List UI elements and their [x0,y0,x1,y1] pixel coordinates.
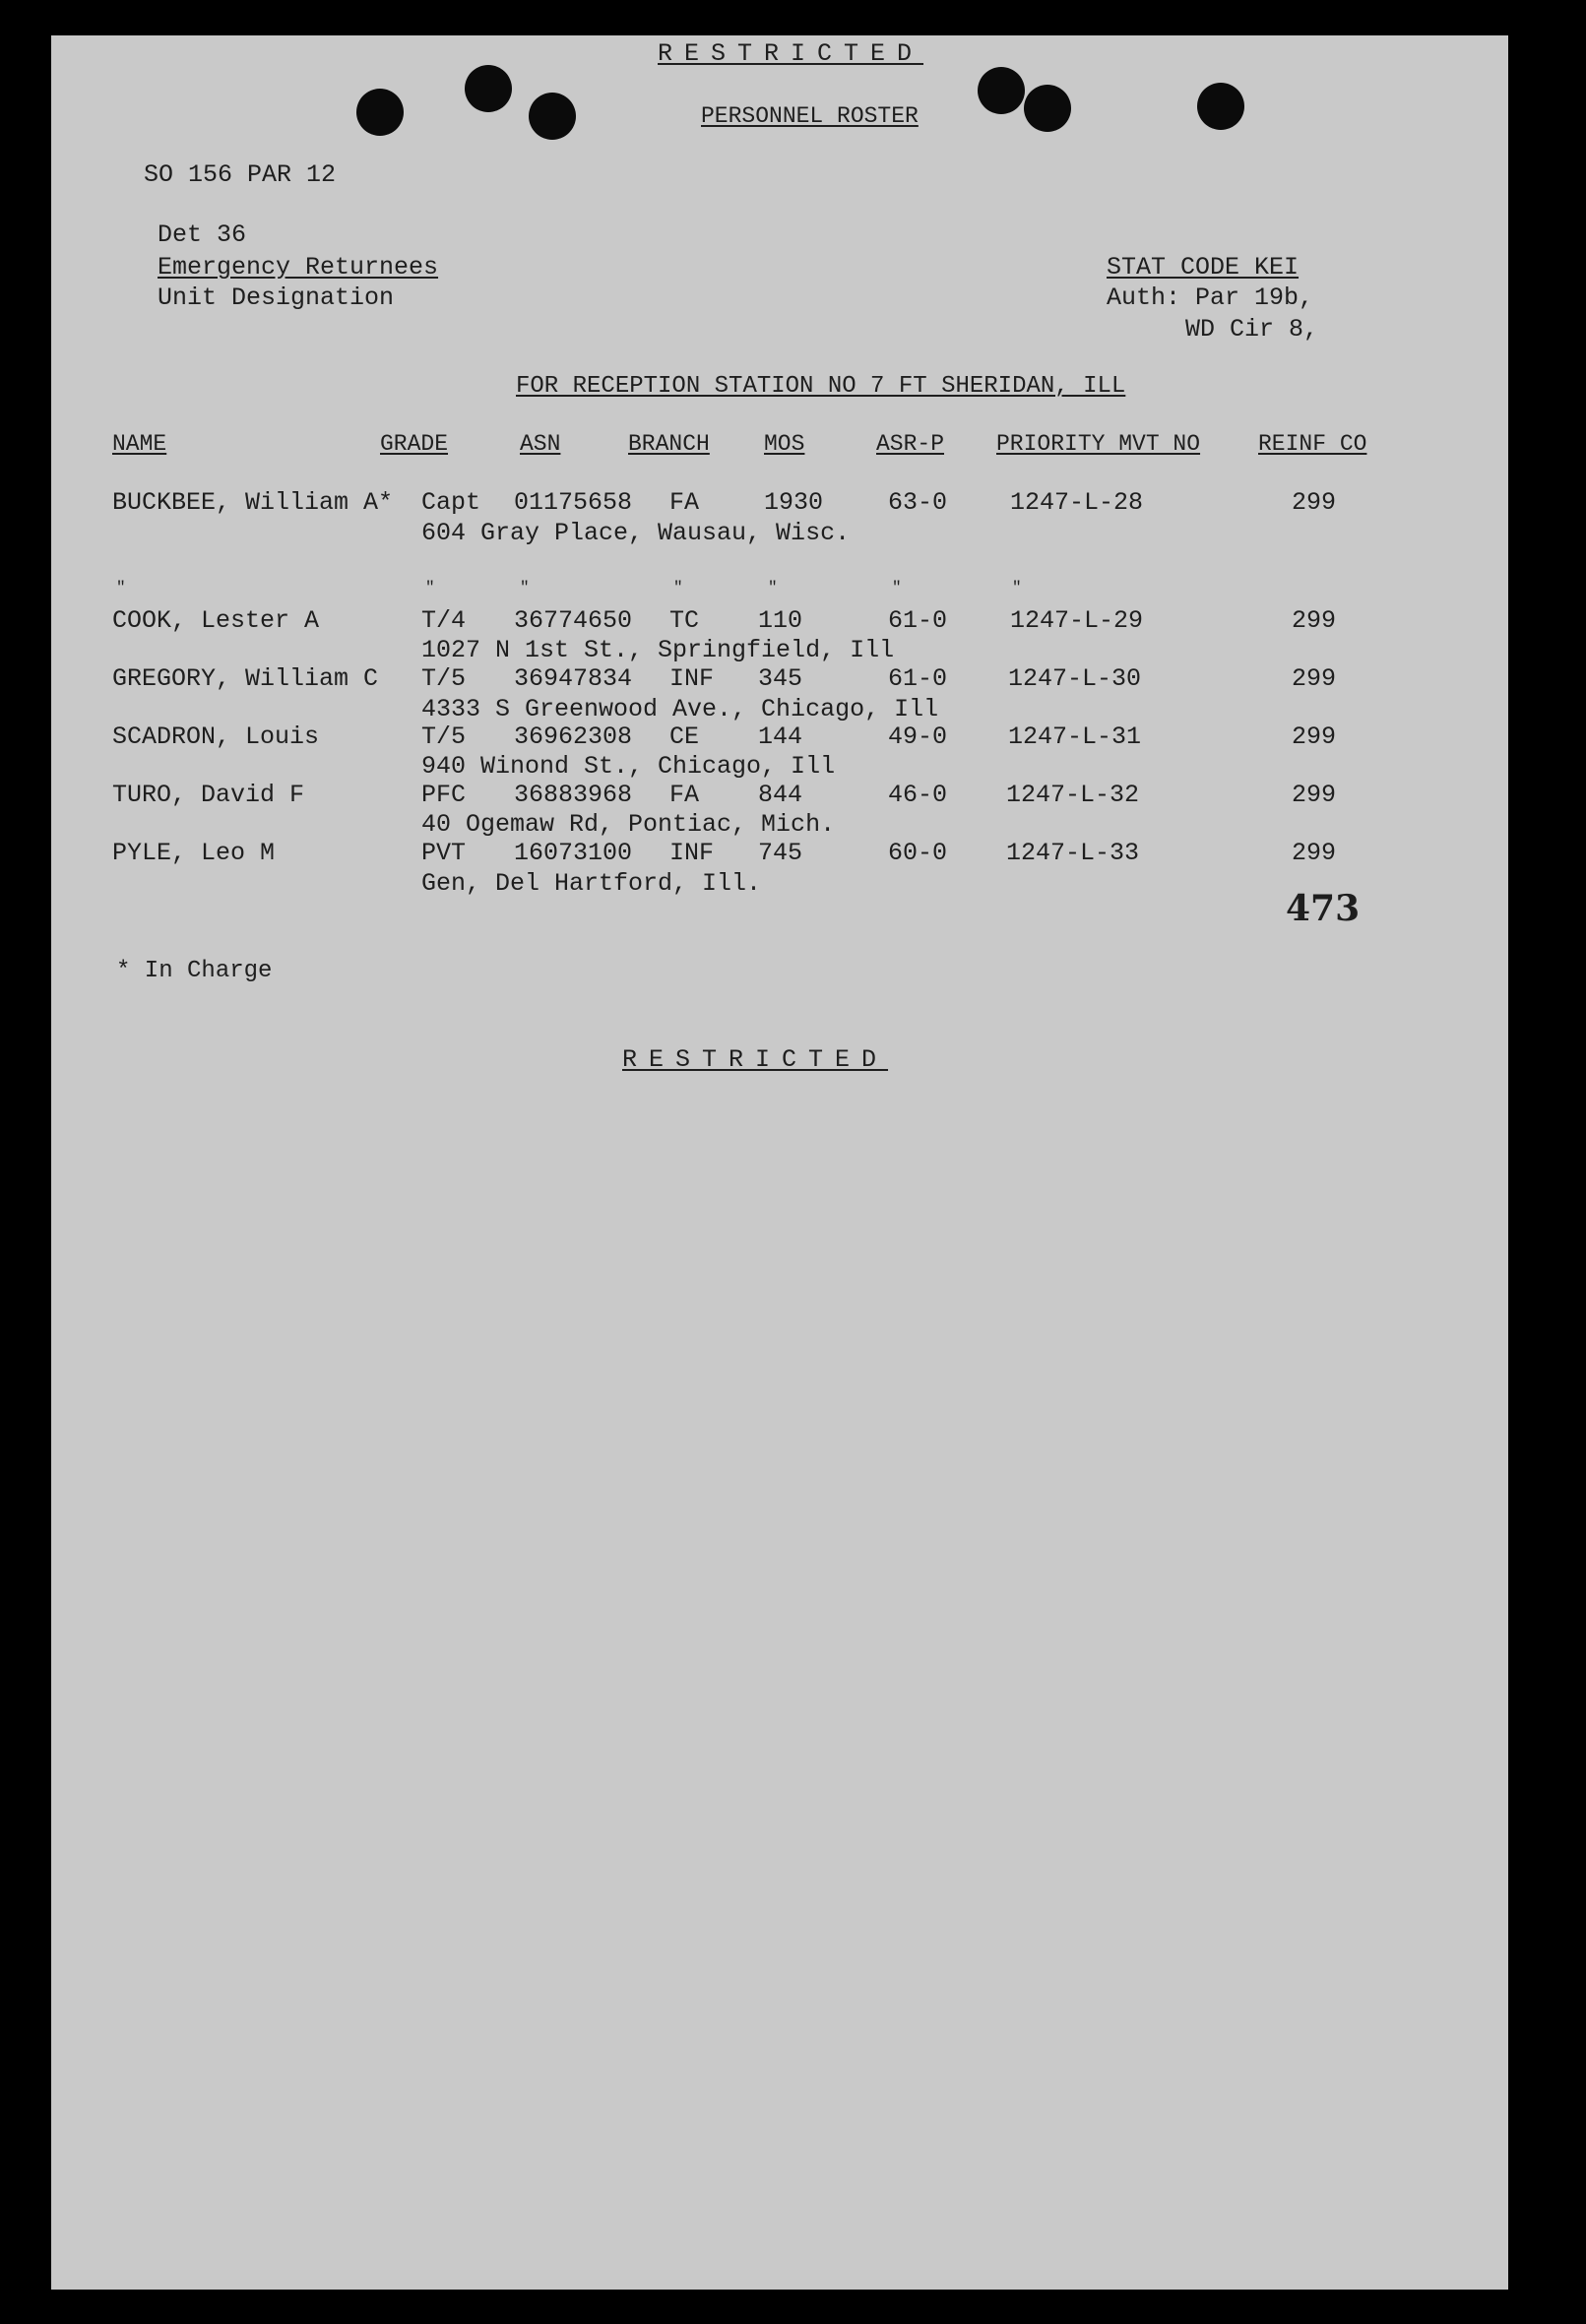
classification-footer: RESTRICTED [622,1045,889,1074]
cell-priority: 1247-L-28 [1010,488,1144,517]
column-header-priority: PRIORITY MVT NO [996,431,1201,457]
cell-priority: 1247-L-33 [1006,839,1140,867]
cell-grade: T/4 [421,606,467,635]
unit-line-2: Emergency Returnees [158,253,439,282]
cell-reinf: 299 [1292,664,1337,693]
cell-branch: TC [669,606,700,635]
cell-name: TURO, David F [112,781,305,809]
column-header-mos: MOS [764,431,805,457]
cell-address: 4333 S Greenwood Ave., Chicago, Ill [421,695,939,723]
page-number: 473 [1286,888,1361,929]
cell-reinf: 299 [1292,781,1337,809]
punch-hole [978,67,1025,114]
ditto-mark: " [425,579,435,597]
cell-name: GREGORY, William C [112,664,379,693]
cell-branch: INF [669,664,715,693]
cell-reinf: 299 [1292,839,1337,867]
cell-branch: FA [669,781,700,809]
column-header-asr: ASR-P [876,431,945,457]
column-header-name: NAME [112,431,167,457]
stat-auth: Auth: Par 19b, [1107,283,1314,312]
cell-branch: CE [669,722,700,751]
cell-asr: 61-0 [888,606,948,635]
cell-asn: 36947834 [514,664,633,693]
cell-reinf: 299 [1292,606,1337,635]
cell-grade: PVT [421,839,467,867]
cell-address: Gen, Del Hartford, Ill. [421,869,762,898]
cell-grade: Capt [421,488,481,517]
unit-line-3: Unit Designation [158,283,395,312]
ditto-mark: " [673,579,683,597]
cell-mos: 745 [758,839,803,867]
destination-heading: FOR RECEPTION STATION NO 7 FT SHERIDAN, ILL [516,373,1126,400]
classification-header: RESTRICTED [658,39,924,68]
cell-asr: 61-0 [888,664,948,693]
unit-line-1: Det 36 [158,220,247,249]
cell-address: 1027 N 1st St., Springfield, Ill [421,636,895,664]
cell-asn: 36883968 [514,781,633,809]
cell-priority: 1247-L-31 [1008,722,1142,751]
cell-address: 940 Winond St., Chicago, Ill [421,752,836,781]
cell-grade: PFC [421,781,467,809]
ditto-mark: " [1012,579,1022,597]
stat-code: STAT CODE KEI [1107,253,1300,282]
cell-mos: 110 [758,606,803,635]
punch-hole [1197,83,1244,130]
cell-mos: 345 [758,664,803,693]
cell-asr: 60-0 [888,839,948,867]
cell-name: COOK, Lester A [112,606,320,635]
cell-asr: 46-0 [888,781,948,809]
footnote: * In Charge [116,958,273,984]
cell-name: SCADRON, Louis [112,722,320,751]
cell-priority: 1247-L-30 [1008,664,1142,693]
punch-hole [356,89,404,136]
order-reference: SO 156 PAR 12 [144,160,337,189]
ditto-mark: " [520,579,530,597]
document-title: PERSONNEL ROSTER [701,103,919,129]
cell-asr: 63-0 [888,488,948,517]
cell-branch: FA [669,488,700,517]
cell-name: PYLE, Leo M [112,839,276,867]
cell-asn: 16073100 [514,839,633,867]
column-header-asn: ASN [520,431,561,457]
cell-priority: 1247-L-29 [1010,606,1144,635]
cell-mos: 1930 [764,488,824,517]
cell-asn: 36962308 [514,722,633,751]
ditto-mark: " [116,579,126,597]
ditto-mark: " [768,579,778,597]
cell-address: 604 Gray Place, Wausau, Wisc. [421,519,851,547]
ditto-mark: " [892,579,902,597]
cell-mos: 844 [758,781,803,809]
punch-hole [529,93,576,140]
cell-priority: 1247-L-32 [1006,781,1140,809]
cell-mos: 144 [758,722,803,751]
cell-reinf: 299 [1292,488,1337,517]
cell-asr: 49-0 [888,722,948,751]
cell-branch: INF [669,839,715,867]
cell-grade: T/5 [421,664,467,693]
cell-reinf: 299 [1292,722,1337,751]
cell-address: 40 Ogemaw Rd, Pontiac, Mich. [421,810,836,839]
cell-grade: T/5 [421,722,467,751]
column-header-grade: GRADE [380,431,449,457]
punch-hole [465,65,512,112]
punch-hole [1024,85,1071,132]
column-header-branch: BRANCH [628,431,710,457]
cell-asn: 36774650 [514,606,633,635]
cell-name: BUCKBEE, William A* [112,488,394,517]
cell-asn: 01175658 [514,488,633,517]
column-header-reinf: REINF CO [1258,431,1367,457]
stat-circular: WD Cir 8, [1185,315,1319,344]
